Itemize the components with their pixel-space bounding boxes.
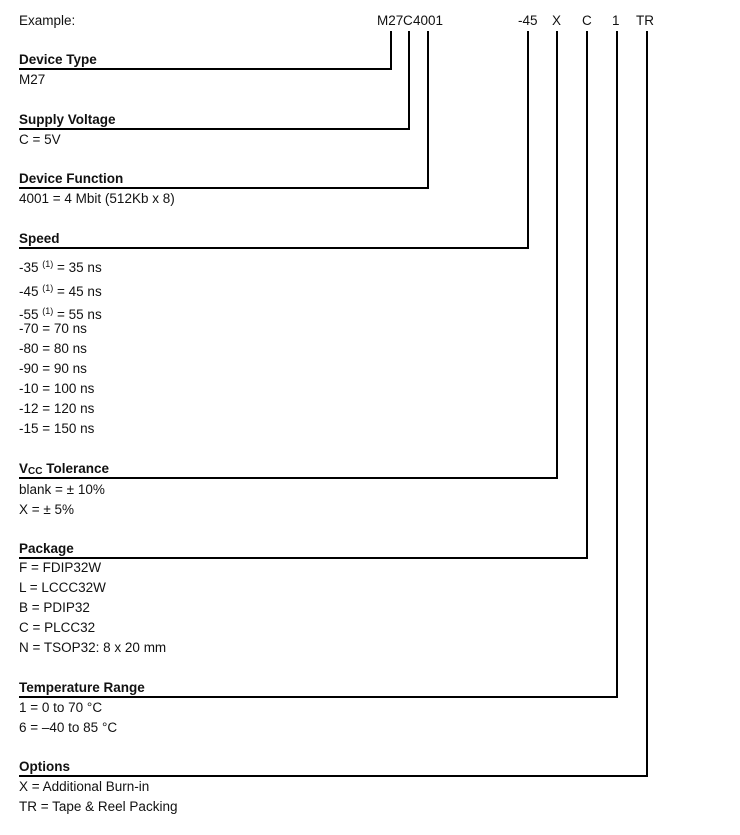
item-options-x: X = Additional Burn-in (19, 779, 150, 794)
section-title-device-function: Device Function (19, 171, 124, 186)
divider-device-type (19, 68, 392, 70)
code-part-speed: -45 (518, 13, 538, 28)
divider-device-function (19, 187, 429, 189)
code-part-temperature: 1 (612, 13, 620, 28)
connector-options (646, 31, 648, 776)
example-label: Example: (19, 13, 76, 28)
item-speed-35: -35 $^{(1)}$ = 35 ns (19, 259, 102, 275)
connector-device-function (427, 31, 429, 188)
divider-package (19, 557, 588, 559)
item-package-c: C = PLCC32 (19, 620, 96, 635)
connector-device-type (390, 31, 392, 69)
connector-vcc-tolerance (556, 31, 558, 478)
item-vcc-blank: blank = ± 10% (19, 482, 105, 497)
item-temperature-1: 1 = 0 to 70 °C (19, 700, 103, 715)
section-title-package: Package (19, 541, 74, 556)
item-options-tr: TR = Tape & Reel Packing (19, 799, 178, 814)
section-title-device-type: Device Type (19, 52, 97, 67)
item-package-l: L = LCCC32W (19, 580, 106, 595)
code-part-options: TR (636, 13, 654, 28)
item-speed-15: -15 = 150 ns (19, 421, 95, 436)
connector-speed (527, 31, 529, 248)
item-speed-10: -10 = 100 ns (19, 381, 95, 396)
section-title-supply-voltage: Supply Voltage (19, 112, 116, 127)
item-package-n: N = TSOP32: 8 x 20 mm (19, 640, 167, 655)
connector-package (586, 31, 588, 558)
section-title-temperature-range: Temperature Range (19, 680, 145, 695)
code-part-package: C (582, 13, 592, 28)
code-part-supply-voltage: C (403, 13, 413, 28)
item-device-function: 4001 = 4 Mbit (512Kb x 8) (19, 191, 175, 206)
item-supply-voltage: C = 5V (19, 132, 61, 147)
section-title-speed: Speed (19, 231, 60, 246)
section-title-vcc-tolerance: VCC Tolerance (19, 461, 109, 477)
item-device-type: M27 (19, 72, 46, 87)
divider-options (19, 775, 648, 777)
item-speed-12: -12 = 120 ns (19, 401, 95, 416)
connector-supply-voltage (408, 31, 410, 129)
item-temperature-6: 6 = –40 to 85 °C (19, 720, 118, 735)
item-package-b: B = PDIP32 (19, 600, 90, 615)
item-speed-55: -55 $^{(1)}$ = 55 ns (19, 306, 102, 322)
divider-speed (19, 247, 529, 249)
item-speed-90: -90 = 90 ns (19, 361, 87, 376)
item-speed-45: -45 $^{(1)}$ = 45 ns (19, 283, 102, 299)
section-title-options: Options (19, 759, 70, 774)
item-speed-70: -70 = 70 ns (19, 321, 87, 336)
item-vcc-x: X = ± 5% (19, 502, 75, 517)
item-speed-80: -80 = 80 ns (19, 341, 87, 356)
divider-temperature-range (19, 696, 618, 698)
divider-vcc-tolerance (19, 477, 558, 479)
connector-temperature (616, 31, 618, 697)
code-part-device-type: M27 (377, 13, 404, 28)
code-part-device-function: 4001 (413, 13, 444, 28)
code-part-vcc-tolerance: X (552, 13, 562, 28)
divider-supply-voltage (19, 128, 410, 130)
item-package-f: F = FDIP32W (19, 560, 102, 575)
